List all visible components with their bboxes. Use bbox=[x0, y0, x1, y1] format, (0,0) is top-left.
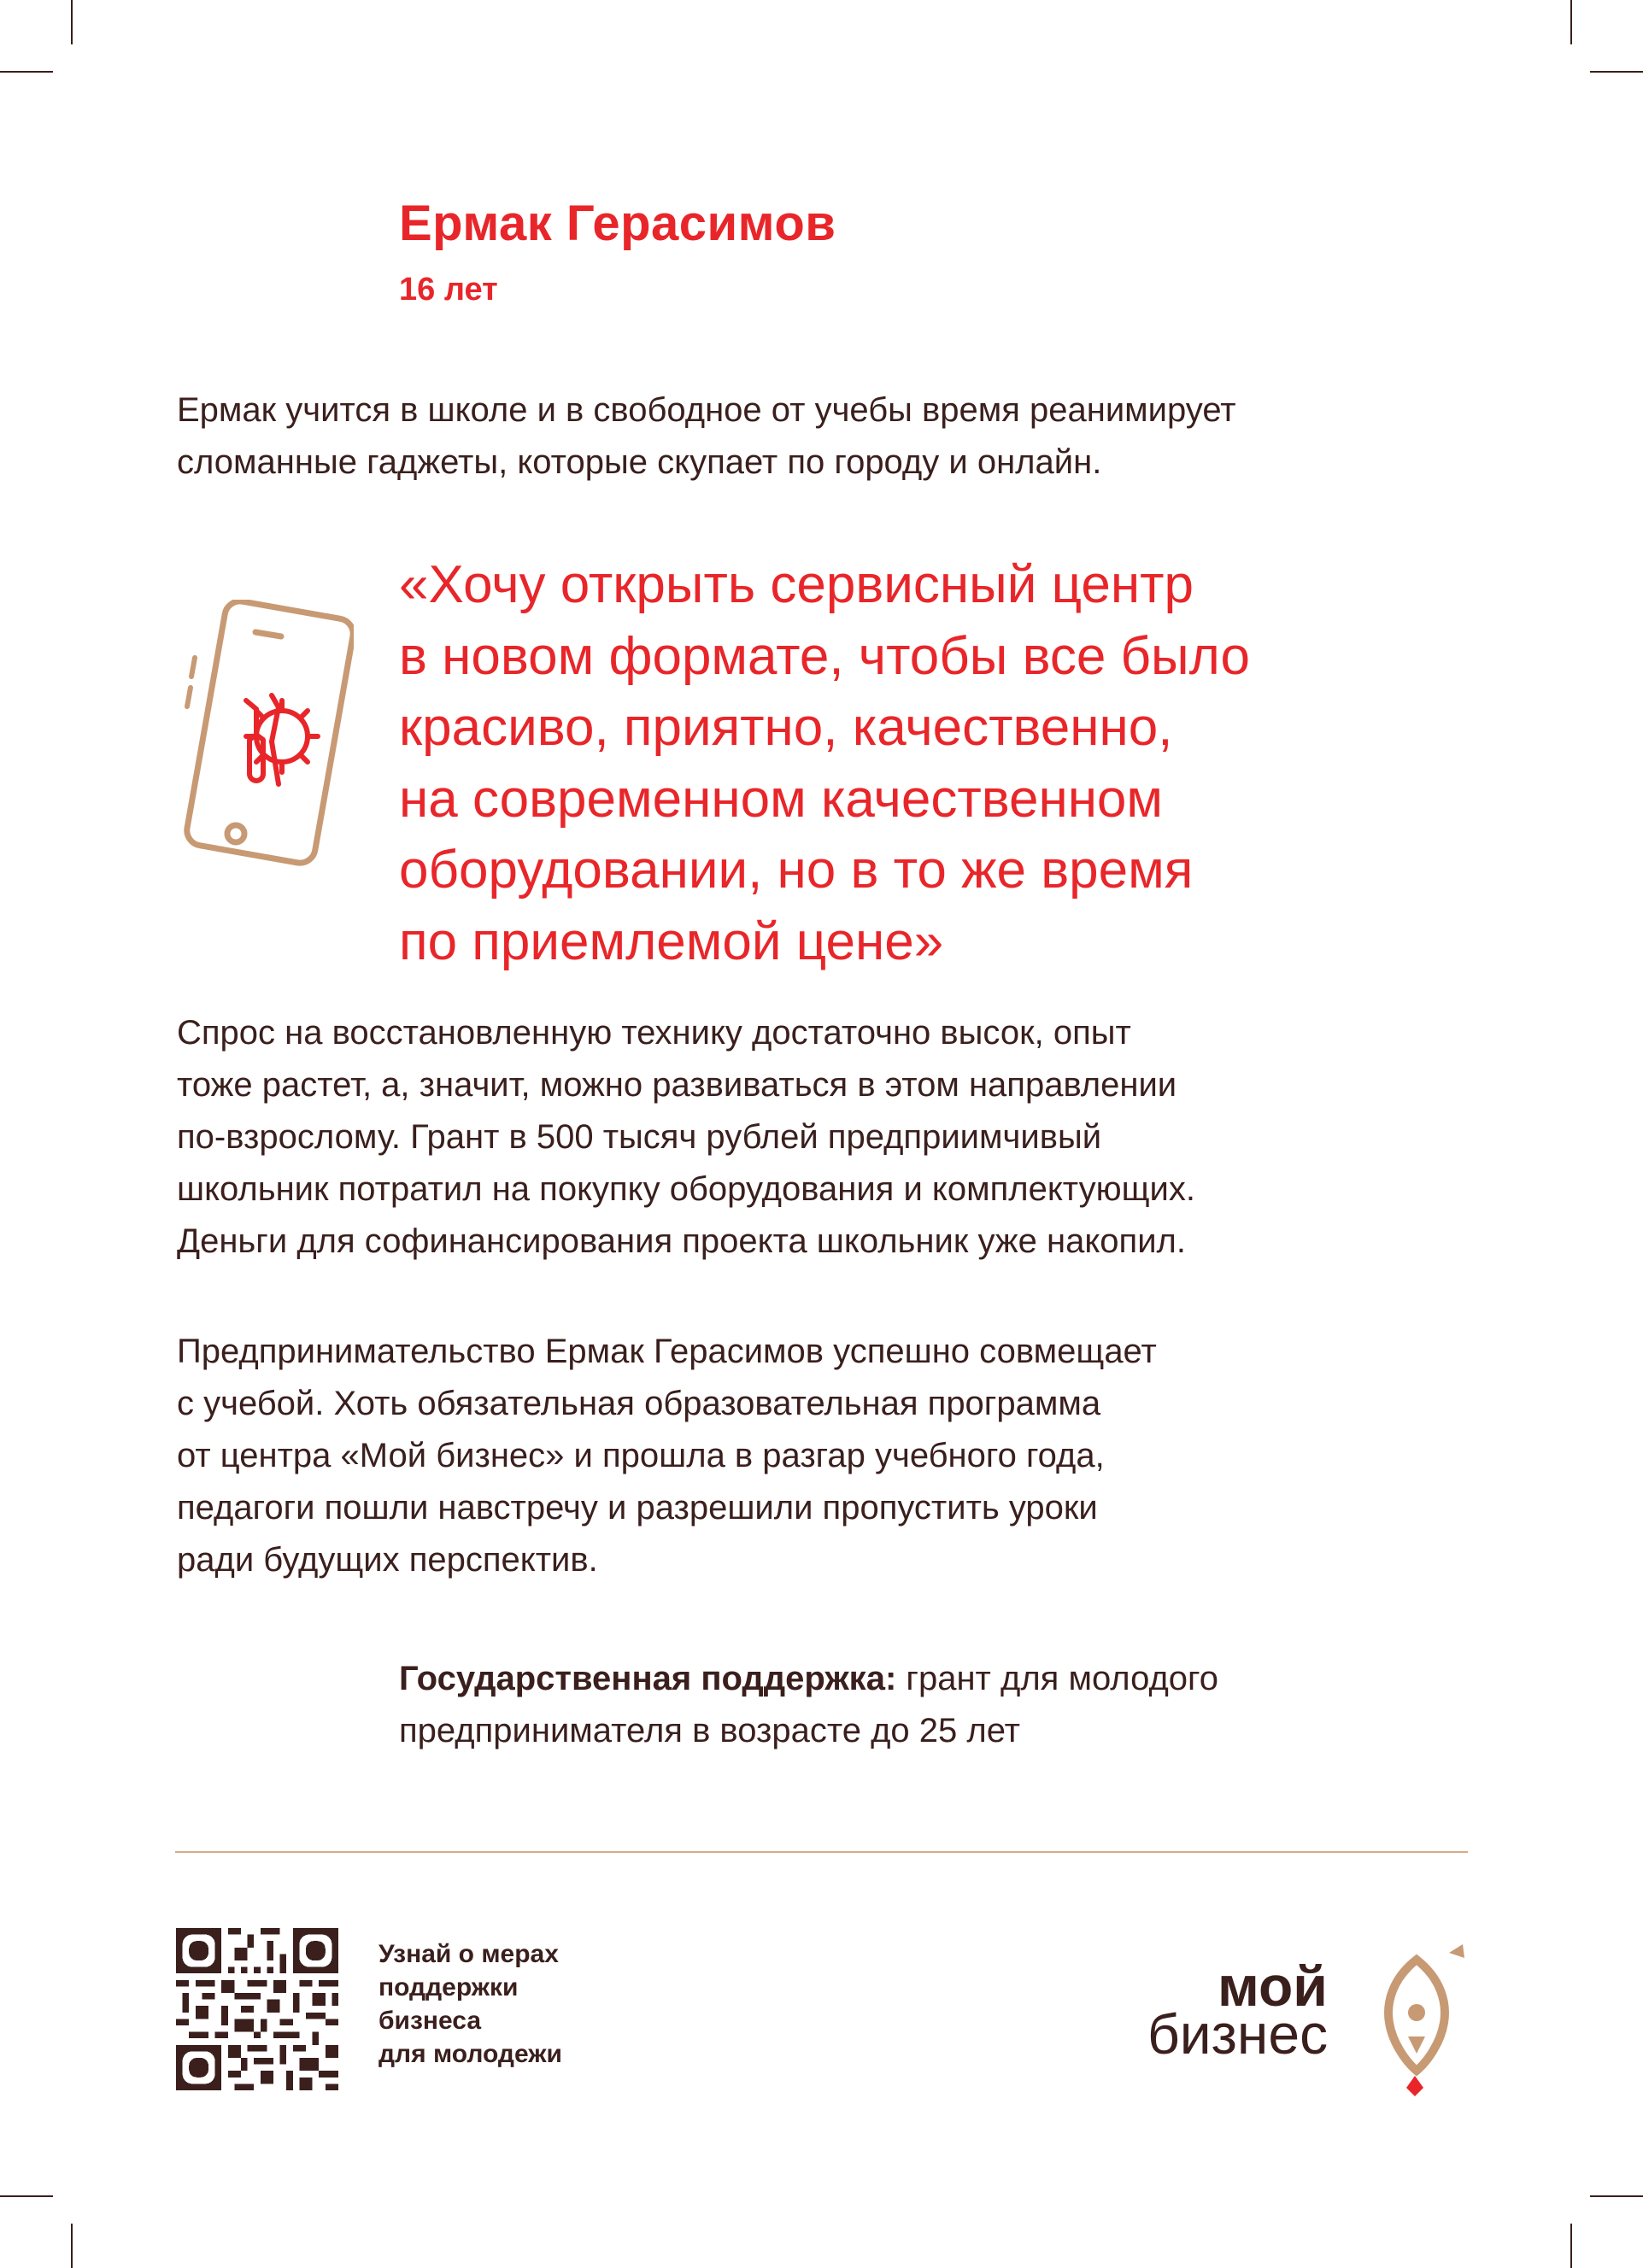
body-line: школьник потратил на покупку оборудования и комплектующих. bbox=[177, 1170, 1195, 1208]
intro-line: сломанные гаджеты, которые скупает по городу и онлайн. bbox=[177, 443, 1102, 481]
brand-logo-text bbox=[1147, 1954, 1329, 2066]
quote-line: по приемлемой цене» bbox=[399, 911, 944, 971]
quote-line: «Хочу открыть сервисный центр bbox=[399, 555, 1194, 614]
body-line: с учебой. Хоть обязательная образовательная программа bbox=[177, 1385, 1101, 1422]
quote-line: на современном качественном bbox=[399, 769, 1164, 829]
body-line: педагоги пошли навстречу и разрешили пропустить уроки bbox=[177, 1489, 1098, 1527]
logo-word-2: бизнес bbox=[1147, 2002, 1329, 2066]
quote-line: красиво, приятно, качественно, bbox=[399, 698, 1173, 757]
crop-mark bbox=[1570, 2224, 1572, 2268]
support-text: предпринимателя в возрасте до 25 лет bbox=[399, 1712, 1020, 1749]
body-line: Предпринимательство Ермак Герасимов успешно совмещает bbox=[177, 1333, 1157, 1370]
logo-pin-icon bbox=[1382, 1934, 1476, 2096]
body-line: от центра «Мой бизнес» и прошла в разгар учебного года, bbox=[177, 1437, 1105, 1474]
crop-mark bbox=[1570, 0, 1572, 44]
crop-mark bbox=[1590, 71, 1643, 73]
qr-caption-line: для молодежи bbox=[378, 2040, 562, 2068]
intro-line: Ермак учится в школе и в свободное от учебы время реанимирует bbox=[177, 391, 1236, 429]
qr-caption-line: бизнеса bbox=[378, 2007, 482, 2035]
support-block bbox=[399, 1653, 1510, 1757]
intro-paragraph bbox=[177, 384, 1493, 489]
person-age: 16 лет bbox=[399, 272, 498, 308]
logo-word-1: мой bbox=[1218, 1954, 1328, 2018]
crop-mark bbox=[0, 2195, 53, 2197]
body-paragraph-1 bbox=[177, 1007, 1493, 1268]
crop-mark bbox=[1590, 2195, 1643, 2197]
crop-mark bbox=[71, 0, 73, 44]
crop-mark bbox=[0, 71, 53, 73]
phone-repair-icon bbox=[164, 600, 354, 876]
person-name: Ермак Герасимов bbox=[399, 196, 836, 251]
body-paragraph-2 bbox=[177, 1326, 1493, 1586]
quote-block bbox=[399, 549, 1510, 977]
divider bbox=[175, 1851, 1468, 1853]
quote-line: оборудовании, но в то же время bbox=[399, 841, 1194, 900]
crop-mark bbox=[71, 2224, 73, 2268]
body-line: тоже растет, а, значит, можно развиваться в этом направлении bbox=[177, 1066, 1177, 1104]
qr-caption bbox=[378, 1937, 562, 2071]
support-text: грант для молодого bbox=[896, 1660, 1219, 1697]
body-line: по-взрослому. Грант в 500 тысяч рублей предприимчивый bbox=[177, 1118, 1102, 1156]
body-line: Спрос на восстановленную технику достаточно высок, опыт bbox=[177, 1014, 1131, 1052]
qr-caption-line: поддержки bbox=[378, 1973, 519, 2001]
support-label: Государственная поддержка: bbox=[399, 1660, 897, 1697]
qr-code[interactable] bbox=[176, 1928, 338, 2090]
quote-line: в новом формате, чтобы все было bbox=[399, 626, 1250, 686]
qr-caption-line: Узнай о мерах bbox=[378, 1940, 559, 1968]
body-line: ради будущих перспектив. bbox=[177, 1541, 598, 1579]
body-line: Деньги для софинансирования проекта школьник уже накопил. bbox=[177, 1222, 1186, 1260]
